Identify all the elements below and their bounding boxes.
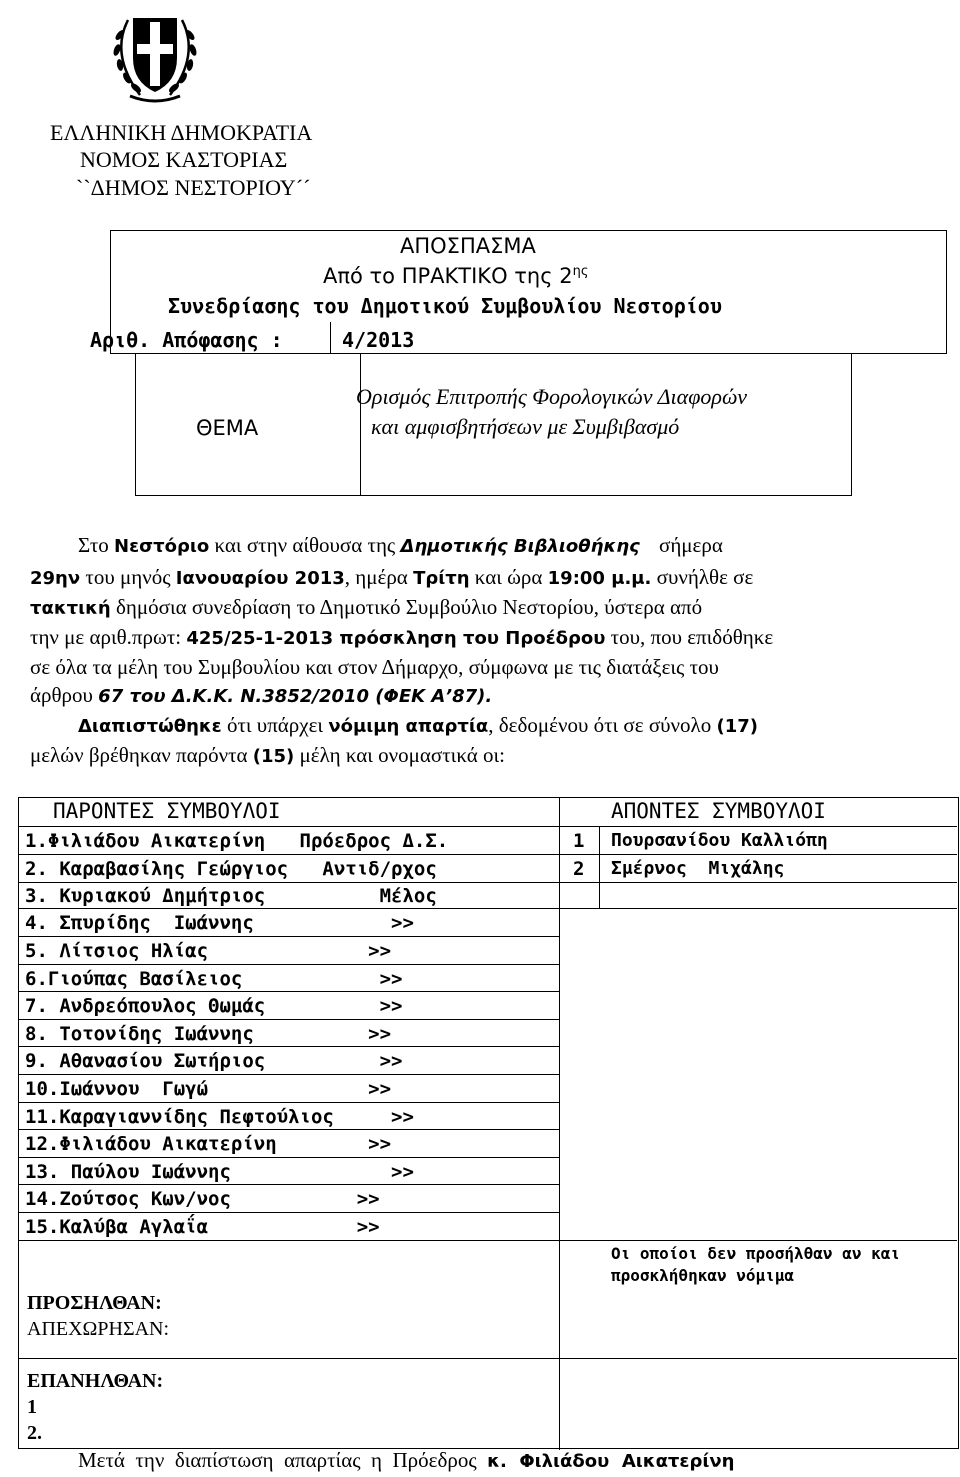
returned-label: ΕΠΑΝΗΛΘΑΝ: xyxy=(27,1370,164,1392)
divider xyxy=(19,1240,559,1241)
header-republic: ΕΛΛΗΝΙΚΗ ΔΗΜΟΚΡΑΤΙΑ xyxy=(50,120,313,145)
body-line-4: την με αριθ.πρωτ: 425/25-1-2013 πρόσκληση του Προέδρου του, που επιδόθηκε xyxy=(30,625,774,649)
present-row: 13. Παύλου Ιωάννης >> xyxy=(25,1161,414,1183)
present-header: ΠΑΡΟΝΤΕΣ ΣΥΜΒΟΥΛΟΙ xyxy=(53,799,281,823)
present-row: 8. Τοτονίδης Ιωάννης >> xyxy=(25,1023,392,1045)
header-municipality: ``ΔΗΜΟΣ ΝΕΣΤΟΡΙΟΥ´´ xyxy=(76,175,311,200)
divider xyxy=(19,826,957,827)
absent-header: ΑΠΟΝΤΕΣ ΣΥΜΒΟΥΛΟΙ xyxy=(611,799,826,823)
absent-number: 1 xyxy=(573,830,585,852)
present-row: 15.Καλύβα Αγλαΐα >> xyxy=(25,1216,380,1238)
present-row: 1.Φιλιάδου Αικατερίνη Πρόεδρος Δ.Σ. xyxy=(25,830,449,852)
present-row: 11.Καραγιαννίδης Πεφτούλιος >> xyxy=(25,1106,414,1128)
present-row: 3. Κυριακού Δημήτριος Μέλος xyxy=(25,885,437,907)
divider xyxy=(19,1074,559,1075)
divider xyxy=(19,1358,957,1359)
divider xyxy=(19,1184,559,1185)
divider xyxy=(19,908,957,909)
divider xyxy=(19,882,957,883)
divider xyxy=(19,1157,559,1158)
divider xyxy=(19,1019,559,1020)
absent-row: Πουρσανίδου Καλλιόπη xyxy=(611,830,828,851)
divider xyxy=(19,854,957,855)
theme-label: ΘΕΜΑ xyxy=(196,416,259,440)
arrived-label: ΠΡΟΣΗΛΘΑΝ: xyxy=(27,1292,162,1314)
header-prefecture: ΝΟΜΟΣ ΚΑΣΤΟΡΙΑΣ xyxy=(80,147,288,172)
body-line-8: μελών βρέθηκαν παρόντα (15) μέλη και ονομαστικά οι: xyxy=(30,743,505,767)
body-line-1: Στο Νεστόριο και στην αίθουσα της Δημοτικής Βιβλιοθήκης σήμερα xyxy=(78,533,723,557)
divider xyxy=(559,798,560,1450)
body-line-7: Διαπιστώθηκε ότι υπάρχει νόμιμη απαρτία, δεδομένου ότι σε σύνολο (17) xyxy=(78,713,758,737)
body-line-6: άρθρου 67 του Δ.Κ.Κ. Ν.3852/2010 (ΦΕΚ Α’87). xyxy=(30,683,493,707)
divider xyxy=(19,964,559,965)
footer-line: Μετά την διαπίστωση απαρτίας η Πρόεδρος κ. Φιλιάδου Αικατερίνη xyxy=(78,1448,735,1472)
left-label: ΑΠΕΧΩΡΗΣΑΝ: xyxy=(27,1318,170,1340)
extract-subtitle-2: Συνεδρίασης του Δημοτικού Συμβουλίου Νεστορίου xyxy=(168,294,722,318)
absent-row: Σμέρνος Μιχάλης xyxy=(611,858,785,879)
divider xyxy=(19,936,559,937)
body-line-5: σε όλα τα μέλη του Συμβουλίου και στον Δήμαρχο, σύμφωνα με τις διατάξεις του xyxy=(30,655,719,679)
theme-line-1: Ορισμός Επιτροπής Φορολογικών Διαφορών xyxy=(356,384,748,409)
present-row: 4. Σπυρίδης Ιωάννης >> xyxy=(25,912,414,934)
decision-number-value: 4/2013 xyxy=(342,328,415,352)
present-row: 2. Καραβασίλης Γεώργιος Αντιδ/ρχος xyxy=(25,858,437,880)
body-line-2: 29ην του μηνός Ιανουαρίου 2013, ημέρα Τρίτη και ώρα 19:00 μ.μ. συνήλθε σε xyxy=(30,565,754,589)
divider xyxy=(360,354,361,496)
divider xyxy=(19,1046,559,1047)
divider xyxy=(19,1129,559,1130)
divider xyxy=(599,826,600,908)
present-row: 5. Λίτσιος Ηλίας >> xyxy=(25,940,392,962)
body-line-3: τακτική δημόσια συνεδρίαση το Δημοτικό Συμβούλιο Νεστορίου, ύστερα από xyxy=(30,595,703,619)
present-row: 6.Γιούπας Βασίλειος >> xyxy=(25,968,403,990)
present-row: 10.Ιωάννου Γωγώ >> xyxy=(25,1078,392,1100)
divider xyxy=(19,1102,559,1103)
divider xyxy=(19,991,559,992)
present-row: 12.Φιλιάδου Αικατερίνη >> xyxy=(25,1133,392,1155)
present-row: 7. Ανδρεόπουλος Θωμάς >> xyxy=(25,995,403,1017)
absent-number: 2 xyxy=(573,858,585,880)
divider xyxy=(19,1212,559,1213)
divider xyxy=(559,1240,957,1241)
absence-note-2: προσκλήθηκαν νόμιμα xyxy=(611,1266,795,1285)
theme-line-2: και αμφισβητήσεων με Συμβιβασμό xyxy=(371,414,680,439)
divider xyxy=(330,322,331,354)
returned-item-1: 1 xyxy=(27,1396,37,1418)
present-row: 9. Αθανασίου Σωτήριος >> xyxy=(25,1050,403,1072)
members-table xyxy=(18,797,959,1449)
extract-subtitle-1: Από το ΠΡΑΚΤΙΚΟ της $2^{\eta\varsigma}$ xyxy=(323,264,589,288)
present-row: 14.Ζούτσος Κων/νος >> xyxy=(25,1188,380,1210)
decision-number-label: Αριθ. Απόφασης : xyxy=(90,328,283,352)
returned-item-2: 2. xyxy=(27,1422,42,1444)
coat-of-arms-emblem xyxy=(100,0,210,110)
absence-note-1: Οι οποίοι δεν προσήλθαν αν και xyxy=(611,1244,900,1263)
extract-title: ΑΠΟΣΠΑΣΜΑ xyxy=(400,234,536,258)
